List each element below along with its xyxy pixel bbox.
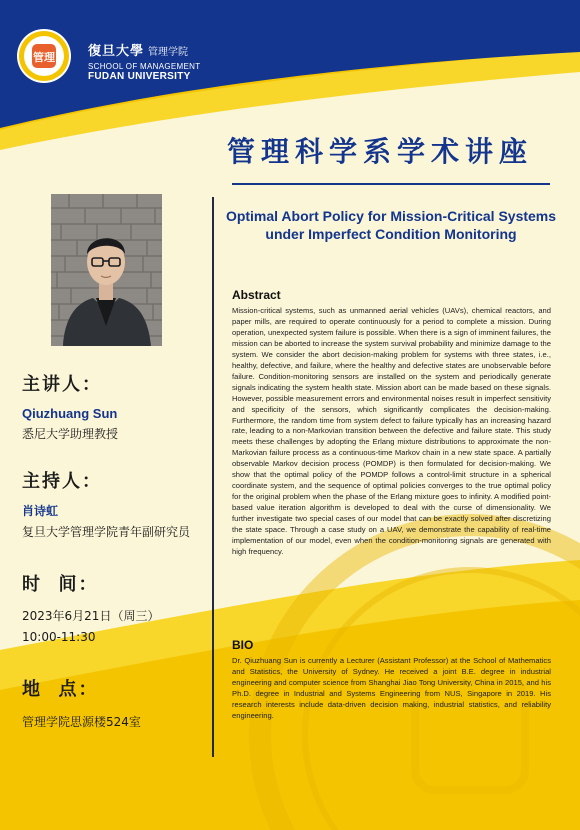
column-divider bbox=[212, 197, 214, 757]
school-name-cn: 復旦大學 bbox=[88, 44, 145, 59]
host-heading: 主持人： bbox=[22, 471, 102, 492]
abstract-text: Mission-critical systems, such as unmanned aerial vehicles (UAVs), chemical reactors, and paper mills, are required to operate continuously for a period to complete a mission. During operation, unexpected system failure is possible. When there is a sign of imminent failures, the mission can be aborted to increase the system survival probability and minimize damage to the system. We consider the abort decision-making problem for systems with three states, i.e., healthy, defective, and failure, where the healthy and defective states are unobservable before failure. Condition-monitoring sensors are installed on the system and periodically generate signals indicating the system health state. Mission abort can be made based on these signals. However, possible measurement errors and environmental noises result in imperfect sensitivity and specificity of the sensors, which significantly complicates the decision-making. Furthermore, the random time from system defect to failure typically has an increasing hazard rate, leading to a non-Markovian transition between the defective and failure state. This study meets these challenges by adopting the Erlang mixture distributions to approximate the non-Markovian failure process as a continuous-time Markov chain in a new state space. A partially observable Markov decision process (POMDP) is then formulated for decision-making. We show that the optimal policy of the POMDP follows a control-limit structure in a spherical coordinate system, and the sequence of optimal policies converges to the true optimal policy for the original problem when the phase of the Erlang mixture goes to infinity. A modified point-based value iteration algorithm is developed to deal with the curse of dimensionality. We further investigate two special cases of our model that can be exactly solved after discretizing the state space. Through a case study on a UAV, we demonstrate the capability of real-time implementation of our model, even when the condition-monitoring signals are generated with high frequency. bbox=[232, 306, 551, 556]
school-logo bbox=[16, 28, 201, 86]
school-name-cn-sub: 管理学院 bbox=[148, 47, 189, 58]
speaker-photo bbox=[51, 194, 162, 346]
time-section bbox=[22, 570, 159, 644]
fudan-seal-icon bbox=[16, 28, 72, 84]
speaker-section bbox=[22, 370, 118, 442]
event-date: 2023年6月21日（周三） bbox=[22, 609, 160, 623]
location-section bbox=[22, 675, 141, 730]
event-hours: 10:00-11:30 bbox=[22, 630, 96, 644]
bio-heading: BIO bbox=[232, 638, 254, 652]
bio-text: Dr. Qiuzhuang Sun is currently a Lecturer (Assistant Professor) at the School of Mathematics and Statistics, the University of Sydney. He received a joint B.E. degree in industrial engineering and computer science from Shanghai Jiao Tong University, China in 2015, and his Ph.D. degree in Industrial and Systems Engineering from NUS, Singapore in 2019. His research interests include data-driven decision making, industrial statistics, and reliability engineering. bbox=[232, 656, 551, 720]
speaker-position: 悉尼大学助理教授 bbox=[22, 427, 119, 441]
speaker-name: Qiuzhuang Sun bbox=[22, 406, 118, 421]
seal-text: 管理 bbox=[33, 51, 55, 64]
host-name: 肖诗虹 bbox=[22, 504, 59, 518]
abstract-heading: Abstract bbox=[232, 288, 281, 302]
title-divider bbox=[232, 183, 550, 185]
time-heading: 时 间： bbox=[22, 574, 99, 595]
event-location: 管理学院思源楼524室 bbox=[22, 715, 141, 729]
school-name-en-line2: FUDAN UNIVERSITY bbox=[88, 71, 191, 82]
host-section bbox=[22, 467, 190, 540]
talk-title: Optimal Abort Policy for Mission-Critical Systems under Imperfect Condition Monitoring bbox=[225, 208, 557, 242]
poster-title: 管理科学系学术讲座 bbox=[226, 135, 533, 168]
host-position: 复旦大学管理学院青年副研究员 bbox=[22, 525, 191, 539]
location-heading: 地 点： bbox=[22, 679, 99, 700]
speaker-heading: 主讲人： bbox=[22, 374, 102, 395]
school-name-en-line1: SCHOOL OF MANAGEMENT bbox=[88, 62, 201, 71]
